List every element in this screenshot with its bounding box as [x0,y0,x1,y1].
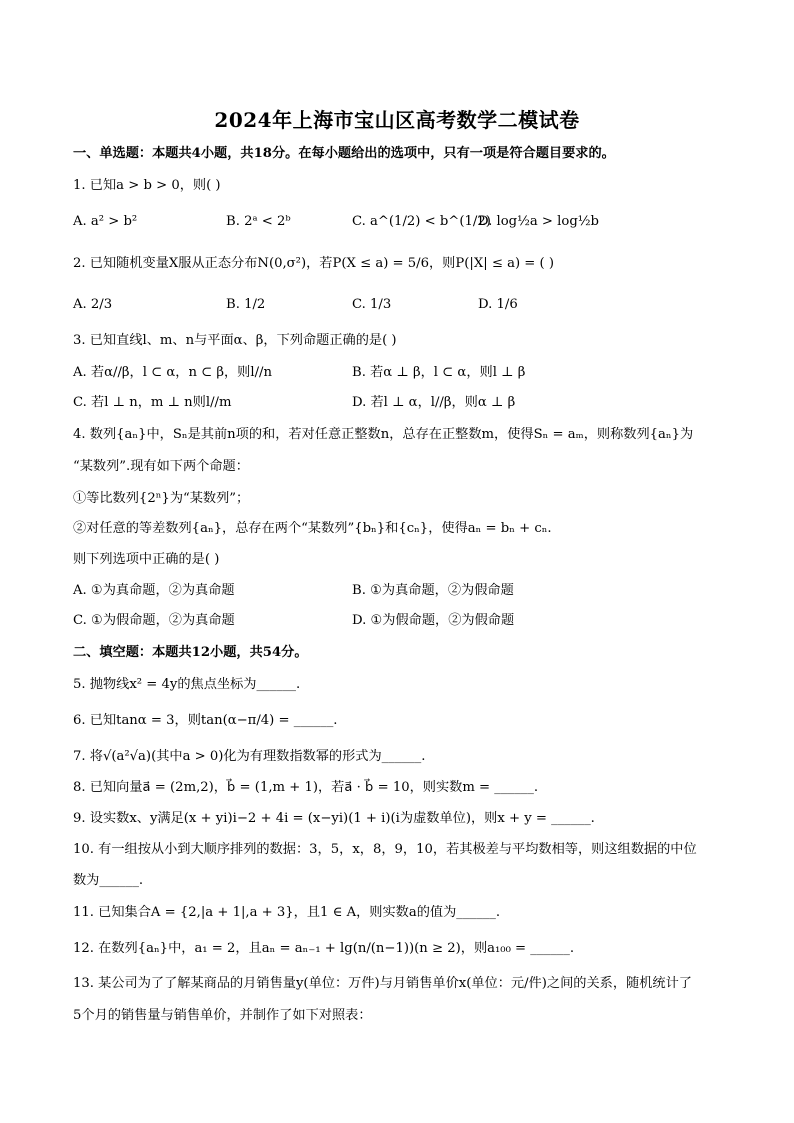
q2-option-d: D. 1/6 [478,297,518,312]
q2-stem: 2. 已知随机变量X服从正态分布N(0,σ²)，若P(X ≤ a) = 5/6，则P(|X| ≤ a) = ( ) [73,256,555,271]
q13-line1: 13. 某公司为了了解某商品的月销售量y(单位：万件)与月销售单价x(单位：元/件)之间的关系，随机统计了 [73,976,692,991]
q9: 9. 设实数x、y满足(x + yi)i−2 + 4i = (x−yi)(1 + i)(i为虚数单位)，则x + y = ______. [73,811,595,826]
q3-option-a: A. 若α//β，l ⊂ α，n ⊂ β，则l//n [73,365,272,380]
q10-line2: 数为______. [73,873,144,888]
q12: 12. 在数列{aₙ}中，a₁ = 2，且aₙ = aₙ₋₁ + lg(n/(n−1))(n ≥ 2)，则a₁₀₀ = ______. [73,941,575,956]
q7: 7. 将√(a²√a)(其中a > 0)化为有理数指数幂的形式为______. [73,749,426,764]
q1-option-a: A. a² > b² [73,214,138,229]
q5: 5. 抛物线x² = 4y的焦点坐标为______. [73,677,301,692]
q6: 6. 已知tanα = 3，则tan(α−π/4) = ______. [73,713,338,728]
q1-option-d: D. log½a > log½b [478,214,599,229]
q3-stem: 3. 已知直线l、m、n与平面α、β，下列命题正确的是( ) [73,333,397,348]
q1-option-b: B. 2ᵃ < 2ᵇ [226,214,291,229]
q2-option-a: A. 2/3 [73,297,113,312]
q1-stem: 1. 已知a > b > 0，则( ) [73,178,221,193]
q1-option-c: C. a^(1/2) < b^(1/2) [352,214,491,229]
q10-line1: 10. 有一组按从小到大顺序排列的数据：3，5，x，8，9，10，若其极差与平均数相等，则这组数据的中位 [73,842,697,857]
section-single-choice: 一、单选题：本题共4小题，共18分。在每小题给出的选项中，只有一项是符合题目要求的。 [73,146,615,161]
q4-stem-line3: 则下列选项中正确的是( ) [73,552,220,567]
q4-option-b: B. ①为真命题，②为假命题 [352,583,514,598]
q4-proposition-2: ②对任意的等差数列{aₙ}，总存在两个“某数列”{bₙ}和{cₙ}，使得aₙ = bₙ + cₙ. [73,521,552,536]
q11: 11. 已知集合A = {2,|a + 1|,a + 3}，且1 ∈ A，则实数a的值为______. [73,905,501,920]
q3-option-c: C. 若l ⊥ n，m ⊥ n则l//m [73,395,232,410]
q2-option-b: B. 1/2 [226,297,266,312]
q2-option-c: C. 1/3 [352,297,392,312]
q13-line2: 5个月的销售量与销售单价，并制作了如下对照表： [73,1008,372,1023]
q3-option-d: D. 若l ⊥ α，l//β，则α ⊥ β [352,395,516,410]
q4-stem-line1: 4. 数列{aₙ}中，Sₙ是其前n项的和，若对任意正整数n，总存在正整数m，使得Sₙ = aₘ，则称数列{aₙ}为 [73,427,694,442]
q4-option-a: A. ①为真命题，②为真命题 [73,583,235,598]
q8: 8. 已知向量a⃗ = (2m,2)，b⃗ = (1,m + 1)，若a⃗ · b⃗ = 10，则实数m = ______. [73,780,539,795]
q4-option-d: D. ①为假命题，②为假命题 [352,613,515,628]
section-fill-in: 二、填空题：本题共12小题，共54分。 [73,645,308,660]
q4-stem-line2: “某数列”.现有如下两个命题： [73,459,249,474]
q3-option-b: B. 若α ⊥ β，l ⊂ α，则l ⊥ β [352,365,526,380]
q4-option-c: C. ①为假命题，②为真命题 [73,613,235,628]
q4-proposition-1: ①等比数列{2ⁿ}为“某数列”； [73,491,250,506]
page-title: 2024年上海市宝山区高考数学二模试卷 [214,108,580,132]
